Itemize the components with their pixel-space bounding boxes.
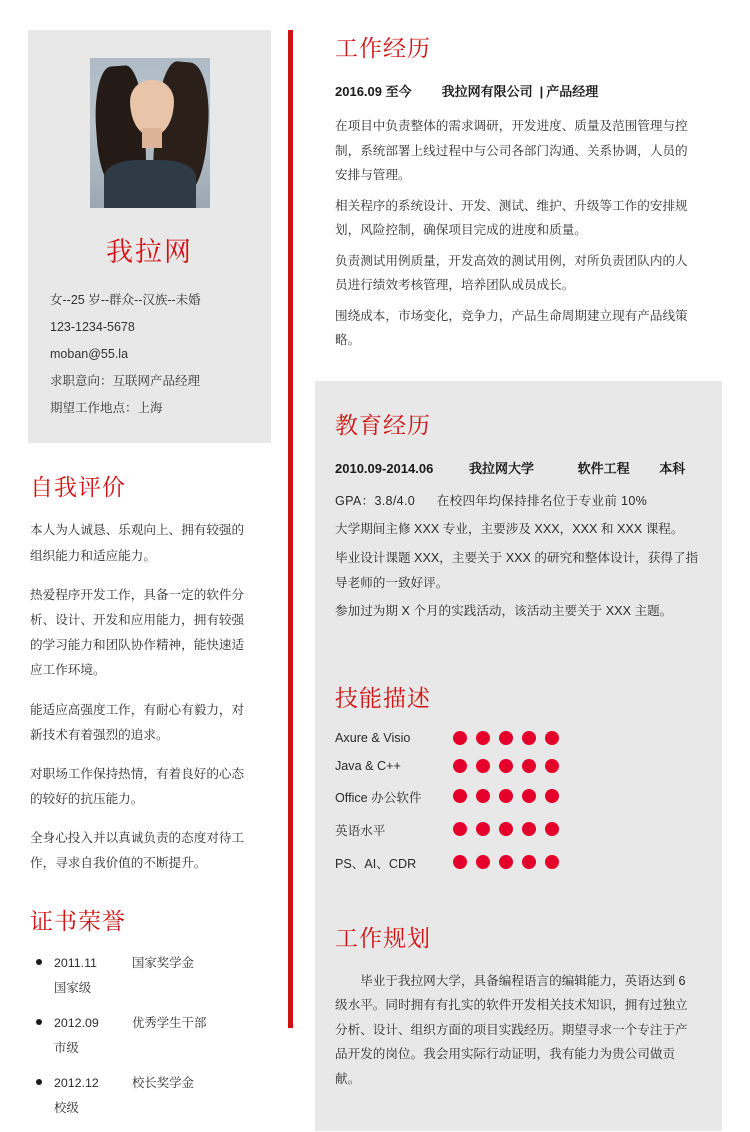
certificate-date: 2012.09 <box>54 1015 99 1030</box>
skill-label: Axure & Visio <box>335 730 411 745</box>
skill-row <box>335 759 700 773</box>
education-degree: 本科 <box>659 460 686 476</box>
career-plan-title: 工作规划 <box>335 924 431 951</box>
profile-meta-item: 求职意向：互联网产品经理 <box>50 373 201 388</box>
certificate-level: 市级 <box>54 1041 79 1056</box>
certificate-name: 校长奖学金 <box>132 1075 194 1090</box>
self-evaluation-paragraph: 热爱程序开发工作，具备一定的软件分析、设计、开发和应用能力，拥有较强的学习能力和团队协作精神，能快速适应工作环境。 <box>30 587 245 678</box>
skill-label: PS、AI、CDR <box>335 856 417 871</box>
work-company: 我拉网有限公司 <box>441 84 533 99</box>
education-paragraph: 毕业设计课题 XXX，主要关于 XXX 的研究和整体设计，获得了指导老师的一致好评。 <box>335 551 699 590</box>
certificate-date: 2012.12 <box>54 1075 99 1090</box>
skill-row <box>335 820 700 839</box>
skill-row <box>335 853 700 872</box>
work-description <box>335 114 700 353</box>
work-entry-header <box>335 81 700 100</box>
right-column <box>315 30 722 1131</box>
work-separator: | <box>539 84 544 99</box>
certificates-section <box>28 903 271 1121</box>
education-gpa-note: 在校四年均保持排名位于专业前 10% <box>436 493 648 508</box>
skills-section <box>335 680 700 872</box>
certificates-list <box>30 952 271 1121</box>
skill-rating <box>453 822 568 836</box>
profile-meta-item: 123-1234-5678 <box>50 319 135 334</box>
work-experience-title: 工作经历 <box>335 35 431 61</box>
education-school: 我拉网大学 <box>468 460 534 476</box>
self-evaluation-paragraph: 对职场工作保持热情，有着良好的心态的较好的抗压能力。 <box>30 766 245 807</box>
vertical-divider <box>288 30 293 1028</box>
certificate-date: 2011.11 <box>54 955 97 970</box>
self-evaluation-paragraph: 能适应高强度工作，有耐心有毅力，对新技术有着强烈的追求。 <box>30 702 245 742</box>
work-paragraph: 围绕成本，市场变化，竞争力，产品生命周期建立现有产品线策略。 <box>335 308 688 348</box>
certificate-level: 校级 <box>54 1101 79 1116</box>
education-date: 2010.09-2014.06 <box>335 460 434 476</box>
skill-rating <box>453 731 568 745</box>
candidate-name: 我拉网 <box>106 237 193 267</box>
skill-label: Java & C++ <box>335 758 401 773</box>
skill-row <box>335 787 700 806</box>
self-evaluation-paragraph: 本人为人诚恳、乐观向上、拥有较强的组织能力和适应能力。 <box>30 523 245 563</box>
certificate-name: 优秀学生干部 <box>132 1015 207 1030</box>
career-plan-text: 毕业于我拉网大学，具备编程语言的编辑能力，英语达到 6 级水平。同时拥有有扎实的软件开发相关技术知识，拥有过独立分析、设计、组织方面的项目实践经历。期望寻求一个专注于产品开发的岗位。我会用实际行动证明，我有能力为贵公司做贡献。 <box>335 973 688 1086</box>
skill-label: Office 办公软件 <box>335 790 422 805</box>
profile-meta-item: moban@55.la <box>50 346 129 361</box>
work-paragraph: 在项目中负责整体的需求调研，开发进度、质量及范围管理与控制，系统部署上线过程中与公司各部门沟通、关系协调，人员的安排与管理。 <box>335 119 688 183</box>
certificate-level: 国家级 <box>54 981 92 996</box>
skill-row <box>335 731 700 745</box>
education-description <box>335 489 700 624</box>
skill-rating <box>453 789 568 803</box>
skill-rating <box>453 759 568 773</box>
education-section <box>335 407 700 624</box>
work-paragraph: 负责测试用例质量，开发高效的测试用例，对所负责团队内的人员进行绩效考核管理，培养团队成员成长。 <box>335 253 688 293</box>
skill-label: 英语水平 <box>335 823 386 838</box>
work-date: 2016.09 至今 <box>335 84 412 99</box>
certificate-name: 国家奖学金 <box>132 955 194 970</box>
list-item <box>30 952 271 1001</box>
certificates-title: 证书荣誉 <box>30 907 126 934</box>
bullet-icon <box>36 959 42 965</box>
skills-list <box>335 731 700 872</box>
work-experience-section <box>315 30 722 377</box>
profile-meta-item: 期望工作地点：上海 <box>50 400 163 415</box>
education-paragraph: 大学期间主修 XXX 专业，主要涉及 XXX，XXX 和 XXX 课程。 <box>335 522 684 537</box>
skill-rating <box>453 855 568 869</box>
self-evaluation-body <box>30 518 248 876</box>
profile-meta-list <box>50 287 249 421</box>
avatar <box>90 58 210 208</box>
self-evaluation-section <box>28 469 271 876</box>
education-entry-header <box>335 458 700 477</box>
bullet-icon <box>36 1079 42 1085</box>
work-paragraph: 相关程序的系统设计、开发、测试、维护、升级等工作的安排规划，风险控制，确保项目完成的进度和质量。 <box>335 198 688 238</box>
career-plan-section <box>335 920 700 1092</box>
work-position: 产品经理 <box>546 84 599 99</box>
education-gpa: GPA：3.8/4.0 <box>335 493 416 508</box>
list-item <box>30 1072 271 1121</box>
left-column <box>28 30 271 1132</box>
education-title: 教育经历 <box>335 411 431 438</box>
shaded-panel <box>315 381 722 1131</box>
education-major: 软件工程 <box>577 460 630 476</box>
profile-block <box>28 30 271 443</box>
profile-meta-item: 女--25 岁--群众--汉族--未婚 <box>50 293 201 307</box>
skills-title: 技能描述 <box>335 684 431 711</box>
self-evaluation-paragraph: 全身心投入并以真诚负责的态度对待工作，寻求自我价值的不断提升。 <box>30 831 245 871</box>
self-evaluation-title: 自我评价 <box>30 474 126 501</box>
education-paragraph: 参加过为期 X 个月的实践活动，该活动主要关于 XXX 主题。 <box>335 604 673 619</box>
bullet-icon <box>36 1019 42 1025</box>
list-item <box>30 1012 271 1061</box>
